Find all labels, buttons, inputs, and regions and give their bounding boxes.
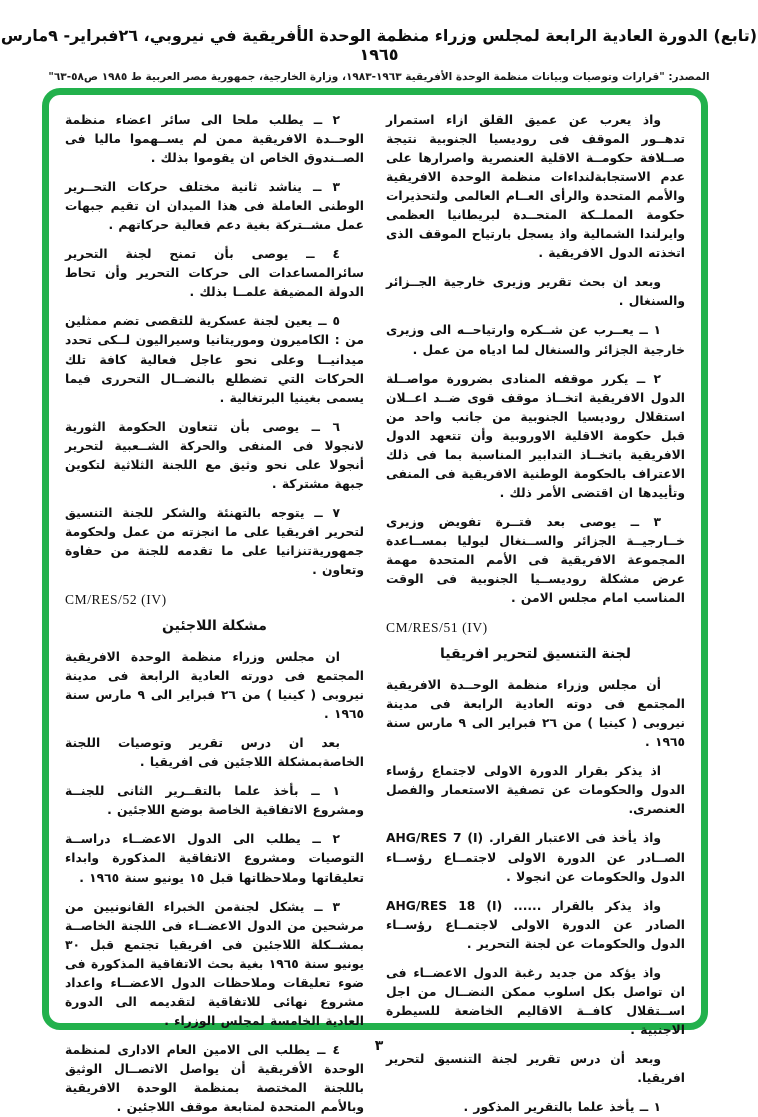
two-column-layout [65,111,685,1115]
paragraph: واذ يذكر بالقرار ...... AHG/RES 18 (I) الصادر عن الدورة الاولى لاجتمــاع رؤســاء الدول والحكومات عن لجنة التحرير . [386,898,685,951]
numbered-item: ٢ ــ يكرر موقفه المنادى بضرورة مواصــلة الدول الافريقية اتخــاذ موقف قوى ضــد اعــلان استقلال روديسيا الجنوبية من جانب واحد من قبل حكومة الاقلية الاوروبية وأن تتعهد الدول الافريقية باتخــاذ التدابير المناسبة بما فى ذلك الاعتراف بالحكومة الوطنية الافريقية فى المنفى وتأييدها ان اقتضى الأمر ذلك . [386,371,685,500]
numbered-item: ٥ ــ يعين لجنة عسكرية للتقصى تضم ممثلين من : الكاميرون وموريتانيا وسيراليون لــكى تحدد ميدانيــا وعلى نحو عاجل فعالية كافة تلك الحركات التي تضطلع بالنضــال التحررى فيما يسمى بغينيا البرتغالية . [65,314,364,405]
section-heading: لجنة التنسيق لتحرير افريقيا [440,646,631,663]
paragraph: واذ يعرب عن عميق القلق ازاء استمرار تدهــور الموقف فى روديسيا الجنوبية نتيجة صــلافة حكومــة الاقلية العنصرية واصرارها على عدم الاستجابةلنداءات منظمة الوحدة الافريقية والأمم المتحدة والرأى العــام العالمى ولتحذيرات حكومة المملــكة المتحــدة لبريطانيا العظمى وايرلندا الشمالية واذ يسجل بارتياح الموقف الذى اتخذته الدول الافريقية . [386,113,685,261]
paragraph: وبعد أن درس تقرير لجنة التنسيق لتحرير افريقيا. [386,1051,685,1085]
paragraph: ان مجلس وزراء منظمة الوحدة الافريقية المجتمع فى دورته العادية الرابعة فى مدينة نيروبى ( كينيا ) من ٢٦ فبراير الى ٩ مارس سنة ١٩٦٥ . [65,650,364,722]
numbered-item: ٣ ــ يوصى بعد فتــرة تفويض وزيرى خــارجيــة الجزائر والســنغال ليوليا بمســاعدة المجموعة الافريقية فى الأمم المتحدة مهمة عرض مشكلة روديســيا الجنوبية فى الوقت المناسب امام مجلس الامن . [386,514,685,606]
numbered-item: ٦ ــ يوصى بأن تتعاون الحكومة الثورية لانجولا فى المنفى والحركة الشــعبية لتحرير أنجولا على نحو وثيق مع اللجنة الثلاثية لتكوين جبهة مشتركة . [65,419,364,491]
numbered-item: ٢ ــ يطلب ملحا الى سائر اعضاء منظمة الوحــدة الافريقية ممن لم يســهموا ماليا فى الصــندوق الخاص ان يقوموا بذلك . [65,113,364,166]
resolution-code: CM/RES/52 (IV) [65,592,167,608]
page-number: ٣ [374,1038,384,1054]
numbered-item: ١ ــ يعــرب عن شــكره وارتياحــه الى وزيرى خارجية الجزائر والسنغال لما ادياه من عمل . [386,323,685,357]
paragraph: وبعد ان بحث تقرير وزيرى خارجية الجــزائر والسنغال . [386,275,685,309]
numbered-item: ٣ ــ يناشد ثانية مختلف حركات التحــرير الوطنى العاملة فى هذا الميدان ان تقيم جبهات عمل مشــتركة بغية دعم فعالية حركاتهم . [65,180,364,233]
numbered-item: ٤ ــ يطلب الى الامين العام الادارى لمنظمة الوحدة الأفريقية أن يواصل الاتصــال الوثيق باللجنة المختصة بمنظمة الوحدة الافريقية وبالأمم المتحدة لمتابعة موقف اللاجئين . [65,1042,364,1115]
paragraph: واذ يؤكد من جديد رغبة الدول الاعضــاء فى ان تواصل بكل اسلوب ممكن النضــال من اجل اســتقلال كافــة الاقاليم الخاضعة للسيطرة الاجنبية . [386,965,685,1037]
numbered-item: ١ ــ بأخذ علما بالتقــرير الثانى للجنــة ومشروع الاتفاقية الخاصة بوضع اللاجئين . [65,784,364,818]
source-citation: المصدر: "قرارات وتوصيات وبيانات منظمة الوحدة الأفريقية ١٩٦٣-١٩٨٣، وزارة الخارجية، جمهورية مصر العربية ط ١٩٨٥ ص٥٨-٦٣" [48,71,710,83]
paragraph: اذ يذكر بقرار الدورة الاولى لاجتماع رؤساء الدول والحكومات عن تصفية الاستعمار والفصل العنصرى. [386,764,685,817]
paragraph: بعد ان درس تقرير وتوصيات اللجنة الخاصةبمشكلة اللاجئين فى افريقيا . [65,736,364,770]
page-header [0,26,758,83]
right-column [386,111,685,1115]
document-title: (تابع) الدورة العادية الرابعة لمجلس وزراء منظمة الوحدة الأفريقية في نيروبي، ٢٦فبراير- ٩مارس ١٩٦٥ [0,26,758,64]
numbered-item: ٧ ــ يتوجه بالتهنئة والشكر للجنة التنسيق لتحرير افريقيا على ما انجزته من عمل ولحكومة جمهوريةتنزانيا على ما تقدمه للجنة من حفاوة وتعاون . [65,505,364,577]
numbered-item: ٤ ــ يوصى بأن تمنح لجنة التحرير سائرالمساعدات الى حركات التحرير وأن تحاط الدولة المضيفة علمــا بذلك . [65,247,364,300]
green-border-frame [42,88,708,1115]
resolution-code: CM/RES/51 (IV) [386,620,488,636]
paragraph: واذ يأخذ فى الاعتبار القرار. AHG/RES 7 (I) الصــادر عن الدورة الاولى لاجتمــاع رؤســاء الدول والحكومات عن انجولا . [386,831,685,884]
section-heading: مشكلة اللاجئين [162,618,267,635]
numbered-item: ٢ ــ يطلب الى الدول الاعضــاء دراســة التوصيات ومشروع الاتفاقية المذكورة وابداء تعليقاتها وملاحظاتها قبل ١٥ يونيو سنة ١٩٦٥ . [65,832,364,885]
left-column [65,111,365,1115]
numbered-item: ١ ــ يأخذ علما بالتقرير المذكور . [463,1100,661,1115]
numbered-item: ٣ ــ يشكل لجنةمن الخبراء القانونيين من مرشحين من الدول الاعضــاء فى اللجنة الخاصــة بمشــكلة اللاجئين فى افريقيا تجتمع قبل ٣٠ يونيو سنة ١٩٦٥ بغية بحث الاتفاقية المذكورة فى ضوء تعليقات وملاحظات الدول الاعضــاء واعداد مشروع نهائى للاتفاقية لتقديمه الى الدورة العادية الخامسة لمجلس الوزراء . [65,899,365,1028]
paragraph: أن مجلس وزراء منظمة الوحــدة الافريقية المجتمع فى دوته العادية الرابعة فى مدينة نيروبى ( كينيا ) من ٢٦ فبراير الى ٩ مارس سنة ١٩٦٥ . [386,678,685,750]
